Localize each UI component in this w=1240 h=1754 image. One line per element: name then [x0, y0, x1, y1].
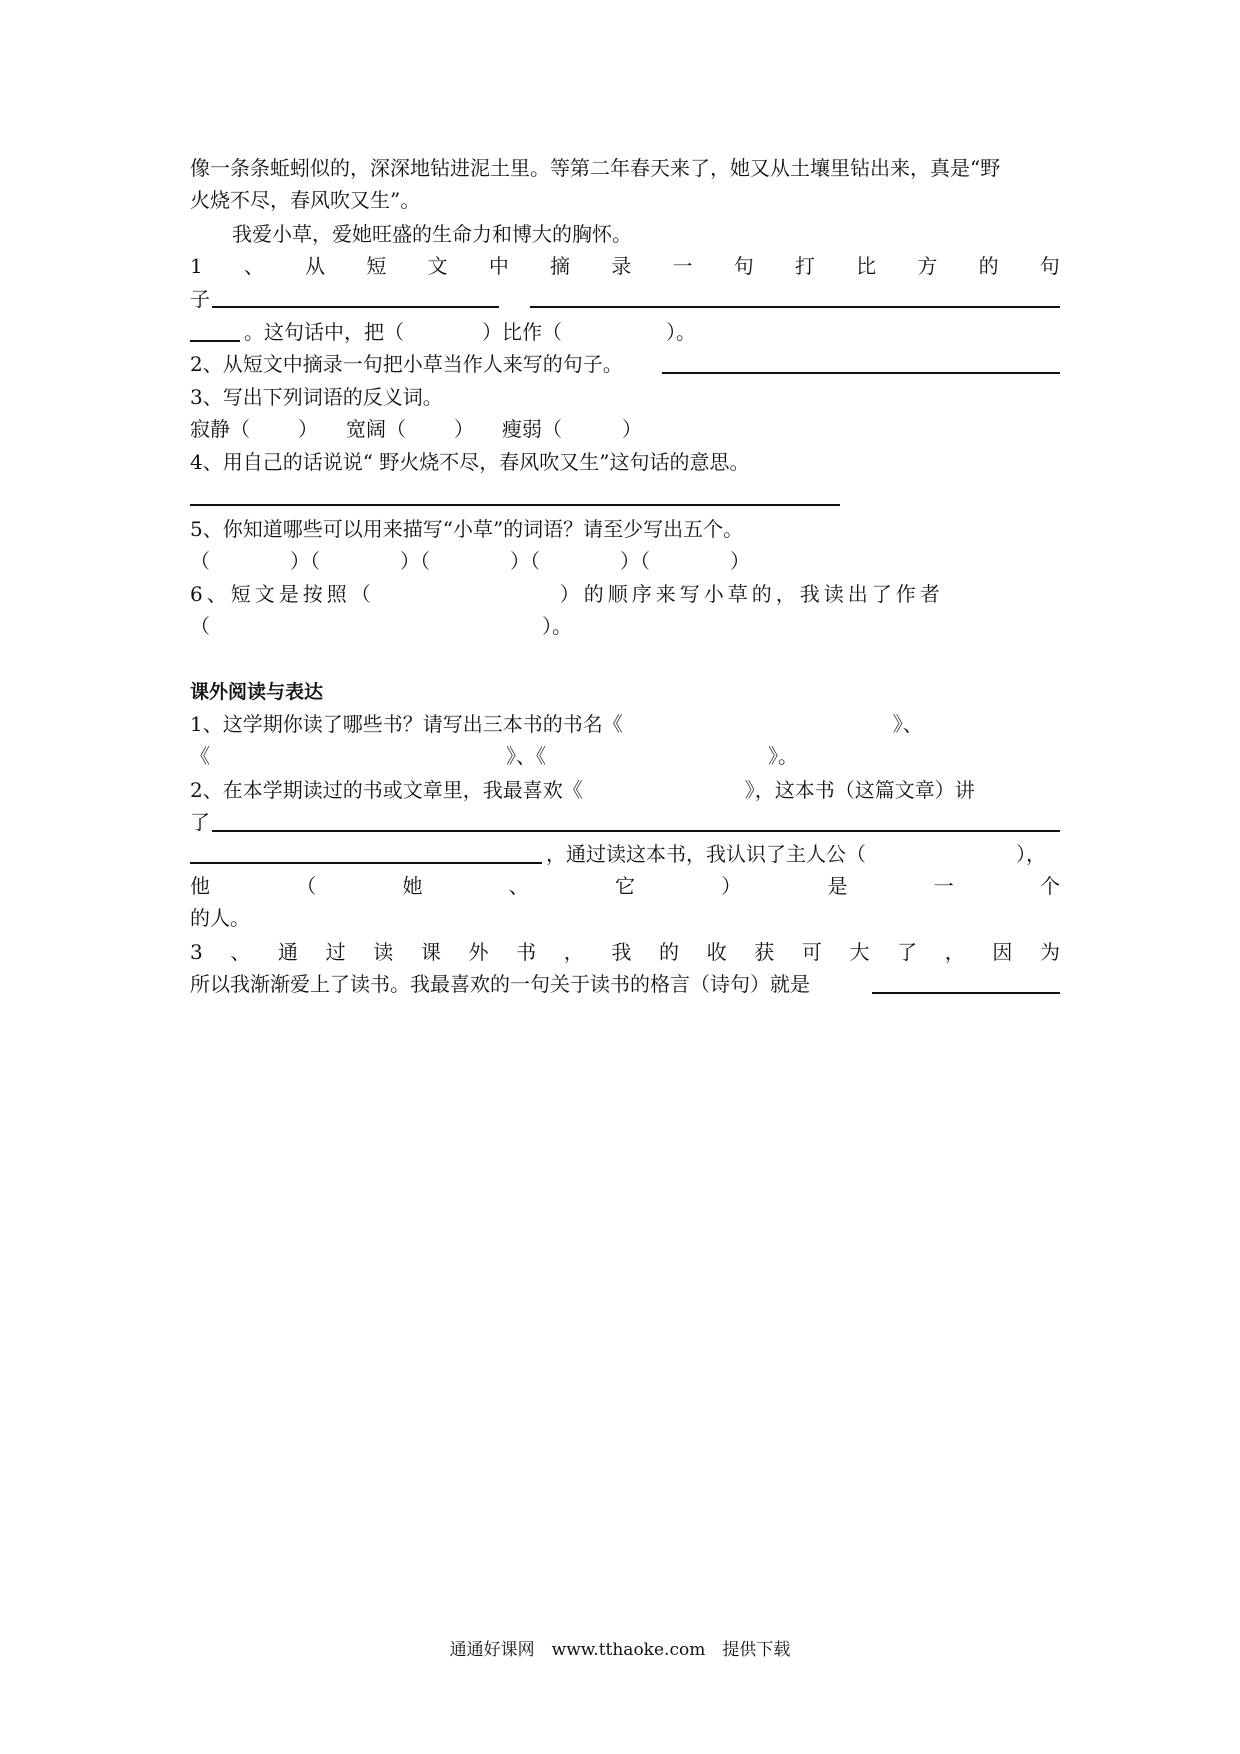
answer-line[interactable]	[530, 306, 1060, 308]
question-1-cont: 子	[190, 287, 210, 311]
s2-q2-text-a: 2、在本学期读过的书或文章里，我最喜欢《	[190, 778, 583, 802]
text-token: 个	[1040, 874, 1060, 898]
text-token: 读	[373, 940, 394, 964]
answer-line[interactable]	[190, 504, 840, 506]
text-token: 收	[706, 940, 727, 964]
answer-line[interactable]	[190, 862, 542, 864]
text-token: （	[296, 874, 317, 898]
text-token: 外	[468, 940, 489, 964]
question-1-line	[190, 252, 1060, 280]
answer-line[interactable]	[662, 372, 1060, 374]
s2-q1-text-e: 》。	[768, 744, 798, 768]
s2-q1-text-b: 》、	[892, 712, 923, 736]
s2-question-2-line-2: 了	[190, 810, 210, 834]
text-token: 大	[849, 940, 870, 964]
passage-line-3: 我爱小草，爱她旺盛的生命力和博大的胸怀。	[232, 222, 632, 246]
paren: ）	[454, 417, 474, 441]
question-6-line-1	[190, 580, 1060, 608]
text-token: 比	[856, 254, 877, 278]
question-3-words	[190, 415, 1060, 443]
q1-text-a: 。这句话中，把（	[244, 320, 404, 344]
text-token: 句	[1039, 254, 1060, 278]
text-token: 他	[190, 874, 210, 898]
text-token: 通	[277, 940, 298, 964]
text-token: 的	[978, 254, 999, 278]
question-4: 4、用自己的话说说“ 野火烧不尽，春风吹又生”这句话的意思。	[190, 450, 750, 474]
s2-question-1-line-2	[190, 742, 1060, 770]
question-5-blanks: （ ）（ ）（ ）（ ）（ ）	[190, 549, 750, 573]
text-token: 是	[827, 874, 848, 898]
q1-text-c: ）。	[666, 320, 696, 344]
footer-credit: 通通好课网 www.tthaoke.com 提供下载	[449, 1640, 791, 1660]
answer-line[interactable]	[190, 340, 240, 342]
s2-q1-text-d: 》、《	[506, 744, 546, 768]
s2-q1-text-a: 1、这学期你读了哪些书？请写出三本书的书名《	[190, 712, 623, 736]
answer-line[interactable]	[212, 830, 1060, 832]
q6-text-d: ）。	[542, 614, 572, 638]
paren: ）	[298, 417, 318, 441]
text-token: 1	[190, 254, 203, 278]
text-token: ，	[944, 940, 965, 964]
text-token: 、	[243, 254, 264, 278]
s2-question-1-line-1	[190, 710, 1060, 738]
s2-question-3-line-2: 所以我渐渐爱上了读书。我最喜欢的一句关于读书的格言（诗句）就是	[190, 972, 810, 996]
text-token: 文	[427, 254, 448, 278]
text-token: 因	[992, 940, 1013, 964]
text-token: 的	[658, 940, 679, 964]
word-3: 瘦弱（	[502, 417, 562, 441]
text-token: 摘	[550, 254, 571, 278]
text-token: 我	[611, 940, 632, 964]
text-token: 书	[516, 940, 537, 964]
question-3: 3、写出下列词语的反义词。	[190, 385, 443, 409]
word-2: 宽阔（	[346, 417, 406, 441]
s2-question-2-line-4	[190, 872, 1060, 900]
q6-text-b: ）的顺序来写小草的，我读出了作者	[559, 582, 944, 606]
q1-text-b: ）比作（	[482, 320, 562, 344]
text-token: 打	[794, 254, 815, 278]
s2-q2-text-d: ），	[1016, 842, 1046, 866]
answer-line[interactable]	[872, 992, 1060, 994]
text-token: 3	[190, 940, 203, 964]
text-token: 、	[230, 940, 251, 964]
s2-question-2-line-1	[190, 776, 1060, 804]
passage-line-2: 火烧不尽，春风吹又生”。	[190, 188, 421, 212]
question-2: 2、从短文中摘录一句把小草当作人来写的句子。	[190, 352, 623, 376]
s2-question-2-line-3	[546, 840, 1060, 868]
word-1: 寂静（	[190, 417, 250, 441]
text-token: ，	[563, 940, 584, 964]
question-1-line-2	[244, 318, 1044, 346]
section-heading: 课外阅读与表达	[190, 681, 324, 703]
text-token: 从	[305, 254, 326, 278]
s2-question-3-line-1	[190, 938, 1060, 966]
text-token: 中	[488, 254, 509, 278]
s2-q1-text-c: 《	[190, 744, 210, 768]
text-token: 可	[801, 940, 822, 964]
text-token: 它	[615, 874, 635, 898]
text-token: 一	[672, 254, 693, 278]
s2-question-2-line-5: 的人。	[190, 906, 250, 930]
answer-line[interactable]	[212, 306, 499, 308]
text-token: ）	[721, 874, 742, 898]
passage-line-1: 像一条条蚯蚓似的，深深地钻进泥土里。等第二年春天来了，她又从土壤里钻出来，真是“野	[190, 156, 1001, 180]
text-token: 获	[754, 940, 775, 964]
question-5: 5、你知道哪些可以用来描写“小草”的词语？请至少写出五个。	[190, 517, 744, 541]
text-token: 过	[325, 940, 346, 964]
text-token: 她	[402, 874, 423, 898]
text-token: 课	[420, 940, 441, 964]
text-token: 一	[933, 874, 954, 898]
text-token: 、	[508, 874, 529, 898]
q6-text-c: （	[190, 614, 210, 638]
text-token: 句	[733, 254, 754, 278]
text-token: 了	[897, 940, 918, 964]
text-token: 方	[917, 254, 938, 278]
s2-q2-text-c: ，通过读这本书，我认识了主人公（	[546, 842, 866, 866]
question-6-line-2	[190, 612, 1060, 640]
s2-q2-text-b: 》，这本书（这篇文章）讲	[744, 778, 975, 802]
text-token: 短	[366, 254, 387, 278]
text-token: 录	[611, 254, 632, 278]
q6-text-a: 6、短文是按照（	[190, 582, 375, 606]
paren: ）	[622, 417, 642, 441]
text-token: 为	[1039, 940, 1060, 964]
